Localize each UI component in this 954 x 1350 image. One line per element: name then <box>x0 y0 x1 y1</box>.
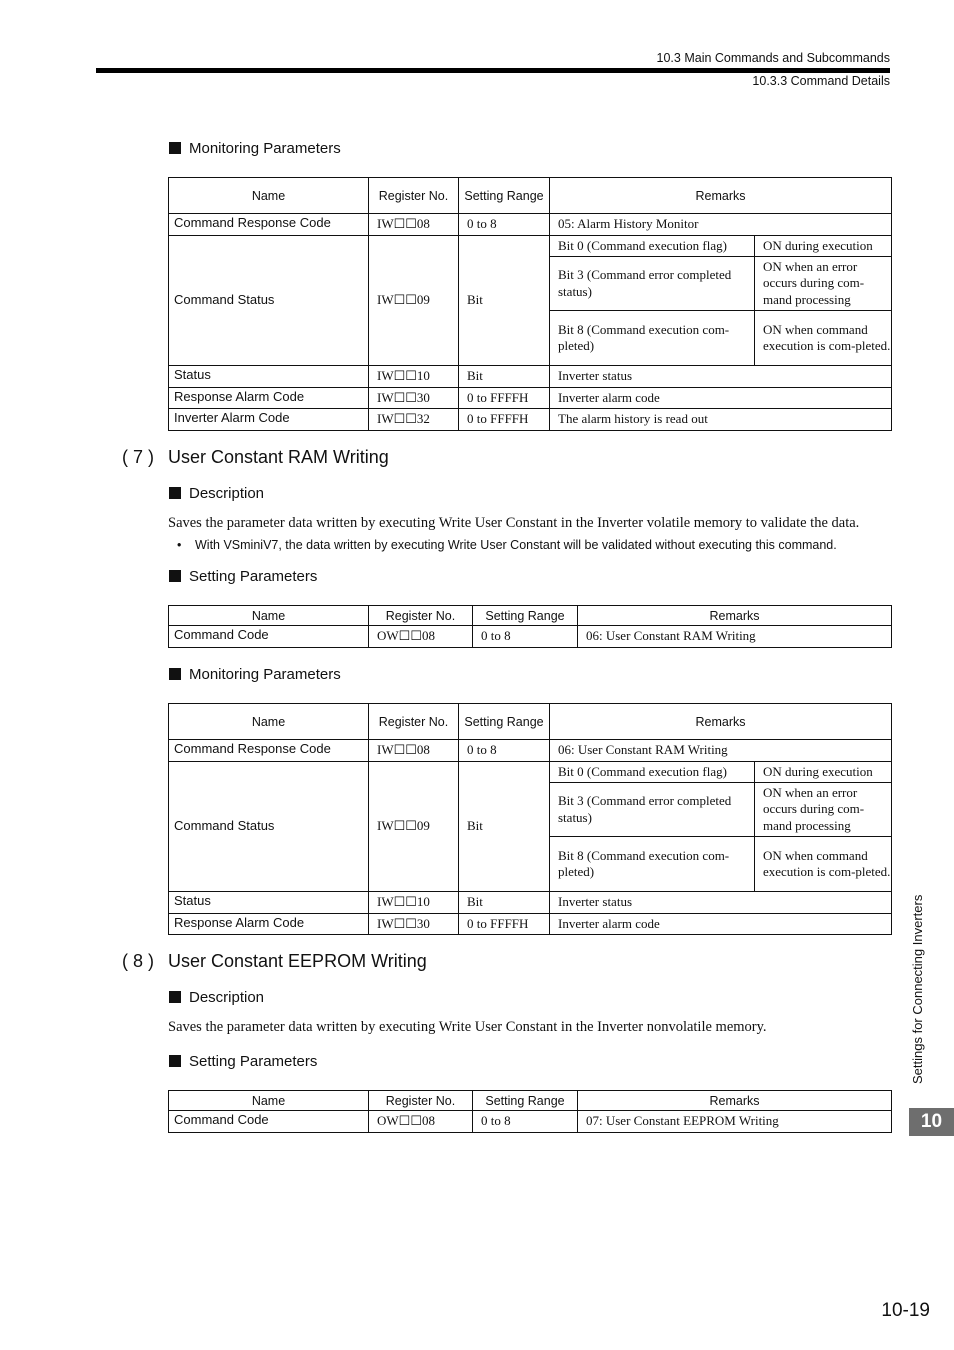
col-name: Name <box>169 704 369 740</box>
monitoring-heading-1: Monitoring Parameters <box>169 140 341 157</box>
monitoring-table-1 <box>168 177 892 431</box>
section-title: User Constant EEPROM Writing <box>168 951 427 971</box>
table-row: Bit 3 (Command error completed status) ON when an error occurs during com-mand processing <box>169 257 892 311</box>
col-name: Name <box>169 178 369 214</box>
table-row: Command Code OW☐☐08 0 to 8 06: User Constant RAM Writing <box>169 626 892 648</box>
table-header-row <box>169 704 892 740</box>
chapter-tab: 10 <box>909 1108 954 1136</box>
note-text-7: With VSminiV7, the data written by executing Write User Constant will be validated without executing this command. <box>195 538 837 552</box>
col-register: Register No. <box>369 178 459 214</box>
table-row: Status IW☐☐10 Bit Inverter status <box>169 892 892 914</box>
monitoring-table-7 <box>168 703 892 935</box>
table-row: Response Alarm Code IW☐☐30 0 to FFFFH Inverter alarm code <box>169 388 892 409</box>
page-number: 10-19 <box>881 1300 930 1321</box>
setting-table-8 <box>168 1090 892 1133</box>
table-row: Command Status IW☐☐09 Bit Bit 0 (Command execution flag) ON during execution <box>169 236 892 257</box>
header-rule <box>96 68 890 73</box>
square-bullet-icon <box>169 668 181 680</box>
col-setting-range: Setting Range <box>459 704 550 740</box>
col-register: Register No. <box>369 704 459 740</box>
col-remarks: Remarks <box>578 1091 892 1111</box>
table-row: Bit 8 (Command execution com-pleted) ON when command execution is com-pleted. <box>169 837 892 892</box>
col-remarks: Remarks <box>578 606 892 626</box>
table-row: Status IW☐☐10 Bit Inverter status <box>169 366 892 388</box>
header-section: 10.3 Main Commands and Subcommands <box>656 51 890 65</box>
table-row: Command Response Code IW☐☐08 0 to 8 06: User Constant RAM Writing <box>169 740 892 762</box>
description-text-7: Saves the parameter data written by executing Write User Constant in the Inverter volatile memory to validate the data. <box>168 515 860 531</box>
table-row: Bit 8 (Command execution com-pleted) ON when command execution is com-pleted. <box>169 311 892 366</box>
square-bullet-icon <box>169 1055 181 1067</box>
table-row: Command Status IW☐☐09 Bit Bit 0 (Command execution flag) ON during execution <box>169 762 892 783</box>
col-remarks: Remarks <box>550 178 892 214</box>
monitoring-heading-7: Monitoring Parameters <box>169 666 341 683</box>
col-name: Name <box>169 1091 369 1111</box>
description-heading-7: Description <box>169 485 264 502</box>
col-name: Name <box>169 606 369 626</box>
col-register: Register No. <box>369 1091 473 1111</box>
header-subsection: 10.3.3 Command Details <box>752 74 890 88</box>
table-header-row <box>169 1091 892 1111</box>
square-bullet-icon <box>169 570 181 582</box>
col-setting-range: Setting Range <box>473 1091 578 1111</box>
table-header-row <box>169 606 892 626</box>
section-8-heading <box>122 951 427 972</box>
col-remarks: Remarks <box>550 704 892 740</box>
setting-table-7 <box>168 605 892 648</box>
setting-heading-7: Setting Parameters <box>169 568 317 585</box>
setting-heading-8: Setting Parameters <box>169 1053 317 1070</box>
table-header-row <box>169 178 892 214</box>
col-setting-range: Setting Range <box>473 606 578 626</box>
table-row: Inverter Alarm Code IW☐☐32 0 to FFFFH The alarm history is read out <box>169 409 892 431</box>
table-row: Bit 3 (Command error completed status) ON when an error occurs during com-mand processing <box>169 783 892 837</box>
square-bullet-icon <box>169 142 181 154</box>
table-row: Command Code OW☐☐08 0 to 8 07: User Constant EEPROM Writing <box>169 1111 892 1133</box>
col-setting-range: Setting Range <box>459 178 550 214</box>
table-row: Response Alarm Code IW☐☐30 0 to FFFFH Inverter alarm code <box>169 914 892 935</box>
col-register: Register No. <box>369 606 473 626</box>
section-title: User Constant RAM Writing <box>168 447 389 467</box>
section-7-heading <box>122 447 389 468</box>
section-number: ( 7 ) <box>122 447 155 467</box>
square-bullet-icon <box>169 487 181 499</box>
table-row: Command Response Code IW☐☐08 0 to 8 05: Alarm History Monitor <box>169 214 892 236</box>
description-heading-8: Description <box>169 989 264 1006</box>
square-bullet-icon <box>169 991 181 1003</box>
bullet-icon: • <box>177 538 182 552</box>
section-number: ( 8 ) <box>122 951 155 971</box>
description-text-8: Saves the parameter data written by executing Write User Constant in the Inverter nonvolatile memory. <box>168 1019 767 1035</box>
chapter-side-title: Settings for Connecting Inverters <box>910 894 925 1084</box>
